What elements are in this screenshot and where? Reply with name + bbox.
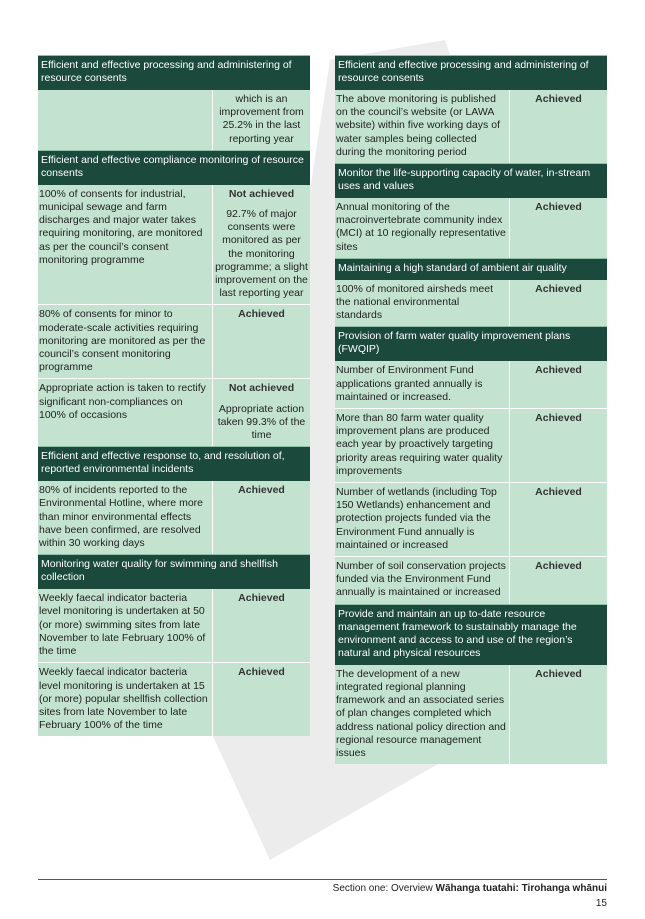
section-header: Efficient and effective processing and administering of resource consents: [38, 55, 310, 90]
measure-description: 100% of consents for industrial, municipal sewage and farm discharges and major water takes requiring monitoring, are monitored as per the council’s consent monitoring programme: [38, 185, 213, 305]
result-cell: [510, 361, 607, 408]
section-header: Efficient and effective response to, and resolution of, reported environmental incidents: [38, 446, 310, 481]
result-cell: [510, 280, 607, 327]
result-cell: [510, 557, 607, 604]
result-cell: [213, 663, 310, 736]
status-label: Achieved: [535, 201, 582, 214]
status-label: Achieved: [535, 282, 582, 295]
result-cell: [510, 90, 607, 163]
measure-description: The development of a new integrated regional planning framework and an associated series of plan changes completed which address national policy direction and regional resource management issues: [335, 665, 510, 764]
status-label: Achieved: [535, 486, 582, 499]
section-header: Maintaining a high standard of ambient air quality: [335, 258, 607, 280]
measure-description: Number of wetlands (including Top 150 Wetlands) enhancement and protection projects funded via the Environment Fund annually is maintained or increased: [335, 483, 510, 556]
status-label: Achieved: [238, 308, 285, 321]
result-cell: [213, 379, 310, 446]
section-header: Provision of farm water quality improvement plans (FWQIP): [335, 326, 607, 361]
table-row: [38, 185, 310, 305]
measure-description: The above monitoring is published on the council’s website (or LAWA website) within five working days of water samples being collected during the monitoring period: [335, 90, 510, 163]
measure-description: Weekly faecal indicator bacteria level monitoring is undertaken at 15 (or more) popular shellfish collection sites from late November to late February 100% of the time: [38, 663, 213, 736]
table-row: [335, 280, 607, 327]
result-cell: [510, 198, 607, 258]
result-cell: [213, 305, 310, 378]
section-header: Efficient and effective processing and administering of resource consents: [335, 55, 607, 90]
measure-description: 100% of monitored airsheds meet the national environmental standards: [335, 280, 510, 327]
result-cell: [510, 665, 607, 764]
section-header: Provide and maintain an up to-date resource management framework to sustainably manage the environment and access to and use of the region’s natural and physical resources: [335, 604, 607, 665]
measure-description: 80% of consents for minor to moderate-scale activities requiring monitoring are monitored as per the council’s consent monitoring programme: [38, 305, 213, 378]
status-label: Achieved: [535, 93, 582, 105]
right-column: [335, 55, 607, 764]
footer-section-label: Section one: Overview Wāhanga tuatahi: Tirohanga whānui: [332, 883, 607, 894]
status-label: Achieved: [535, 560, 582, 573]
table-row: [38, 90, 310, 150]
status-label: Achieved: [535, 364, 582, 377]
footer-rule: [38, 879, 607, 880]
measure-description: Annual monitoring of the macroinvertebrate community index (MCI) at 10 regionally representative sites: [335, 198, 510, 258]
table-row: [38, 589, 310, 662]
status-label: Not achieved: [228, 187, 295, 200]
result-cell: [213, 481, 310, 554]
section-header: Monitor the life-supporting capacity of water, in-stream uses and values: [335, 163, 607, 198]
measure-description: Weekly faecal indicator bacteria level monitoring is undertaken at 50 (or more) swimming sites from late November to late February 100% of the time: [38, 589, 213, 662]
table-row: [335, 408, 607, 482]
table-row: [335, 665, 607, 764]
status-label: Achieved: [238, 666, 285, 679]
table-row: [38, 662, 310, 736]
status-label: Not achieved: [228, 382, 295, 395]
table-row: [335, 198, 607, 258]
footer-maori-title: Wāhanga tuatahi: Tirohanga whānui: [435, 883, 607, 894]
table-row: [335, 90, 607, 163]
left-column: [38, 55, 310, 736]
table-row: [335, 361, 607, 408]
measure-description: Number of Environment Fund applications granted annually is maintained or increased.: [335, 361, 510, 408]
status-note: Appropriate action taken 99.3% of the time: [217, 402, 306, 442]
status-note: 92.7% of major consents were monitored as per the monitoring programme; a slight improvement on the last reporting year: [215, 208, 308, 300]
section-header: Monitoring water quality for swimming and shellfish collection: [38, 554, 310, 589]
result-cell: [213, 185, 310, 305]
status-label: Achieved: [238, 484, 285, 497]
table-row: [38, 481, 310, 554]
status-label: Achieved: [238, 592, 285, 605]
table-row: [38, 304, 310, 378]
measure-description: [38, 90, 213, 150]
measure-description: 80% of incidents reported to the Environmental Hotline, where more than minor environmental effects have been confirmed, are resolved within 30 working days: [38, 481, 213, 554]
result-cell: [510, 483, 607, 556]
page-number: 15: [595, 898, 607, 909]
status-label: Achieved: [535, 412, 582, 425]
table-row: [38, 378, 310, 446]
measure-description: More than 80 farm water quality improvement plans are produced each year by proactively targeting priority areas requiring water quality improvements: [335, 409, 510, 482]
result-cell: [510, 409, 607, 482]
measure-description: Number of soil conservation projects funded via the Environment Fund annually is maintained or increased: [335, 557, 510, 604]
table-row: [335, 556, 607, 604]
result-cell: [213, 589, 310, 662]
measure-description: Appropriate action is taken to rectify significant non-compliances on 100% of occasions: [38, 379, 213, 446]
status-label: Achieved: [535, 667, 582, 680]
status-note: which is an improvement from 25.2% in the last reporting year: [219, 93, 304, 145]
result-cell: [213, 90, 310, 150]
section-header: Efficient and effective compliance monitoring of resource consents: [38, 150, 310, 185]
table-row: [335, 482, 607, 556]
